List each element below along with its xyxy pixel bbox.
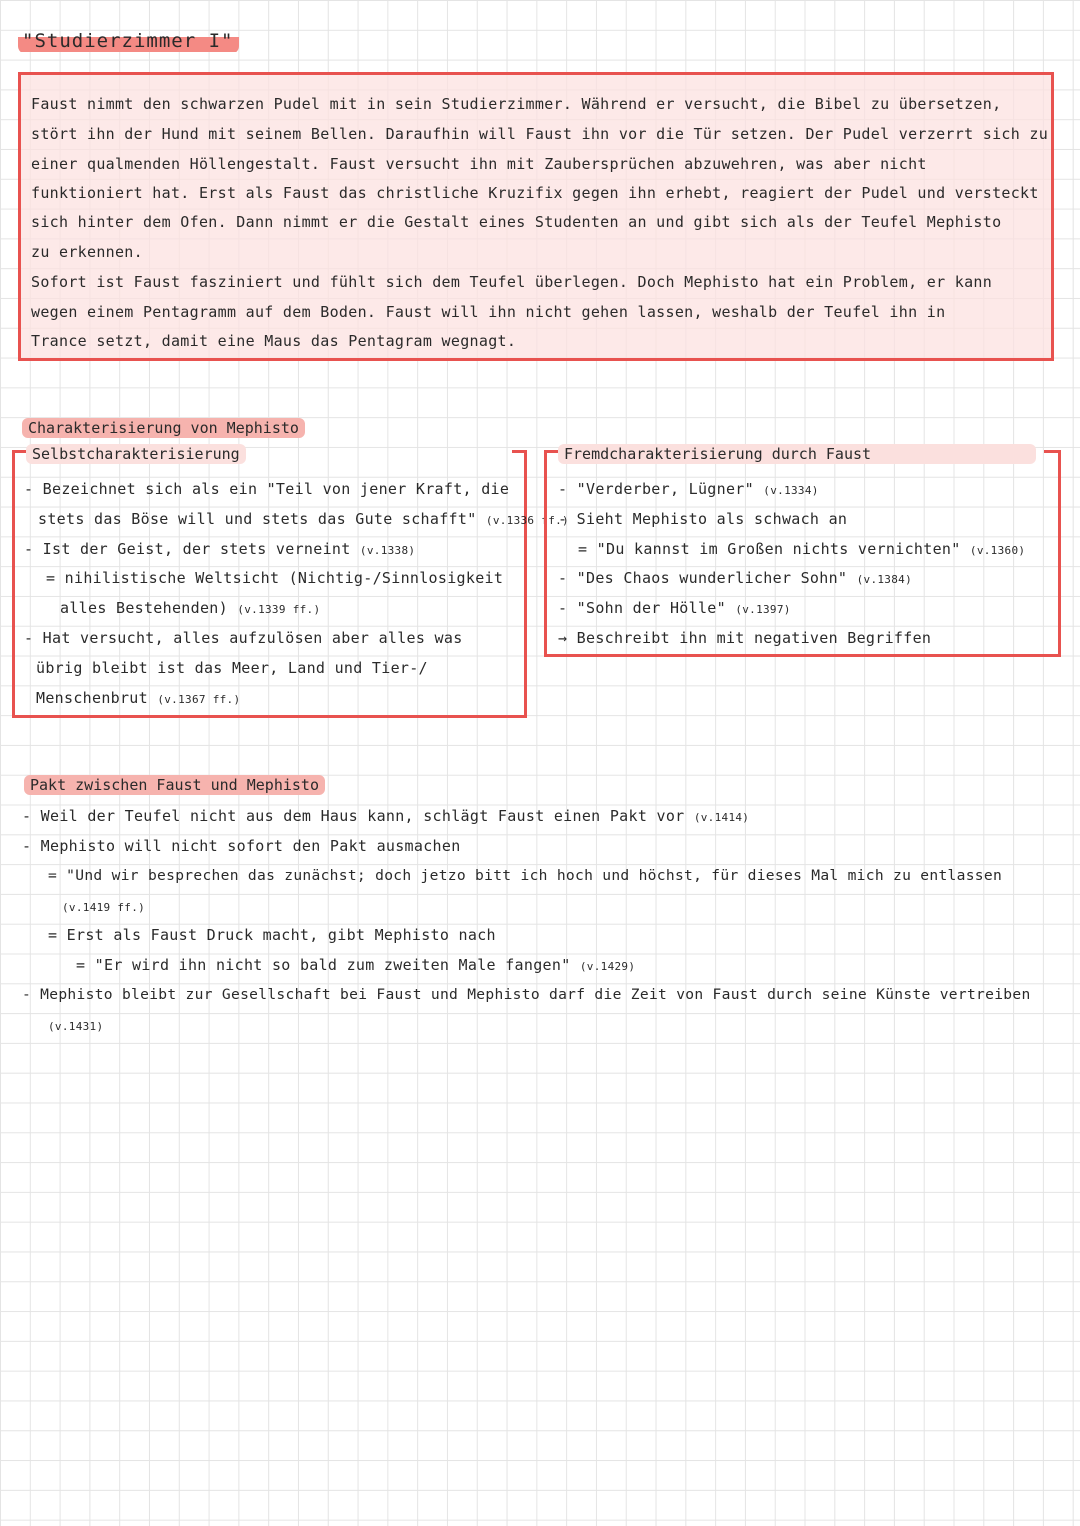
summary-line: Sofort ist Faust fasziniert und fühlt sich dem Teufel überlegen. Doch Mephisto hat ein Problem, er kann [31, 273, 993, 291]
self-line: = nihilistische Weltsicht (Nichtig-/Sinnlosigkeit [46, 569, 504, 587]
summary-line: Faust nimmt den schwarzen Pudel mit in sein Studierzimmer. Während er versucht, die Bibel zu übersetzen, [31, 95, 1002, 113]
summary-line: funktioniert hat. Erst als Faust das christliche Kruzifix gegen ihn erhebt, reagiert der Pudel und versteckt [31, 184, 1039, 202]
summary-line: sich hinter dem Ofen. Dann nimmt er die Gestalt eines Studenten an und gibt sich als der Teufel Mephisto [31, 213, 1002, 231]
pact-heading: Pakt zwischen Faust und Mephisto [24, 775, 325, 795]
external-line: - "Verderber, Lügner" (v.1334) [558, 480, 819, 498]
summary-line: einer qualmenden Höllengestalt. Faust versucht ihn mit Zaubersprüchen abzuwehren, was aber nicht [31, 155, 927, 173]
pact-line: - Mephisto bleibt zur Gesellschaft bei Faust und Mephisto darf die Zeit von Faust durch seine Künste vertreiben [22, 986, 1031, 1003]
pact-line: (v.1431) [48, 1020, 104, 1033]
pact-line: = "Und wir besprechen das zunächst; doch jetzo bitt ich hoch und höchst, für dieses Mal mich zu entlassen [48, 867, 1003, 884]
self-line: - Hat versucht, alles aufzulösen aber alles was [24, 629, 463, 647]
external-line: - Sieht Mephisto als schwach an [558, 510, 848, 528]
pact-line: - Mephisto will nicht sofort den Pakt ausmachen [22, 837, 461, 855]
summary-line: zu erkennen. [31, 243, 143, 261]
summary-line: wegen einem Pentagramm auf dem Boden. Faust will ihn nicht gehen lassen, weshalb der Teufel ihn in [31, 303, 946, 321]
external-characterization-heading: Fremdcharakterisierung durch Faust [558, 444, 1036, 464]
characterization-heading: Charakterisierung von Mephisto [22, 418, 305, 438]
self-characterization-heading: Selbstcharakterisierung [26, 444, 246, 464]
summary-line: stört ihn der Hund mit seinem Bellen. Daraufhin will Faust ihn vor die Tür setzen. Der Pudel verzerrt sich zu [31, 125, 1049, 143]
summary-line: Trance setzt, damit eine Maus das Pentagram wegnagt. [31, 332, 517, 350]
pact-line: - Weil der Teufel nicht aus dem Haus kann, schlägt Faust einen Pakt vor (v.1414) [22, 807, 750, 825]
pact-line: = Erst als Faust Druck macht, gibt Mephisto nach [48, 926, 496, 944]
self-line: - Bezeichnet sich als ein "Teil von jener Kraft, die [24, 480, 510, 498]
pact-line: (v.1419 ff.) [62, 901, 146, 914]
page-title: "Studierzimmer I" [18, 28, 239, 54]
external-line: - "Sohn der Hölle" (v.1397) [558, 599, 791, 617]
self-line: - Ist der Geist, der stets verneint (v.1338) [24, 540, 416, 558]
self-line: stets das Böse will und stets das Gute schafft" (v.1336 ff.) [38, 510, 569, 528]
external-line: = "Du kannst im Großen nichts vernichten" (v.1360) [578, 540, 1026, 558]
self-line: übrig bleibt ist das Meer, Land und Tier-/ [36, 659, 428, 677]
summary-box [18, 72, 1054, 361]
self-line: Menschenbrut (v.1367 ff.) [36, 689, 241, 707]
external-line: → Beschreibt ihn mit negativen Begriffen [558, 629, 932, 647]
external-line: - "Des Chaos wunderlicher Sohn" (v.1384) [558, 569, 912, 587]
pact-line: = "Er wird ihn nicht so bald zum zweiten Male fangen" (v.1429) [76, 956, 636, 974]
self-line: alles Bestehenden) (v.1339 ff.) [60, 599, 321, 617]
